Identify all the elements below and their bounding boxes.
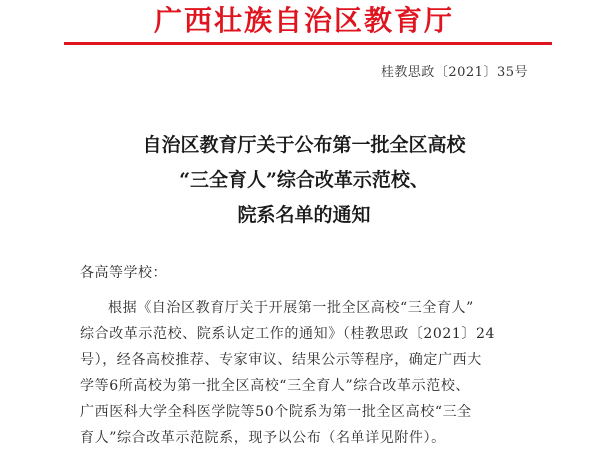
body-line: 育人”综合改革示范院系，现予以公布（名单详见附件）。: [80, 430, 446, 446]
red-header-rule: [64, 42, 552, 45]
title-line: 院系名单的通知: [237, 204, 371, 226]
title-line: “三全育人”综合改革示范校、: [179, 169, 429, 191]
issuer-masthead: 广西壮族自治区教育厅: [153, 4, 454, 37]
title-line: 自治区教育厅关于公布第一批全区高校: [142, 134, 466, 156]
body-line: 根据《自治区教育厅关于开展第一批全区高校“三全育人”: [108, 300, 474, 316]
body-line: 广西医科大学全科医学院等50个院系为第一批全区高校“三全: [80, 404, 472, 420]
document-number: 桂教思政〔2021〕35号: [380, 65, 528, 80]
body-paragraph: [80, 295, 560, 451]
document-title: [0, 128, 608, 233]
body-line: 学等6所高校为第一批全区高校“三全育人”综合改革示范校、: [80, 378, 471, 394]
body-line: 号），经各高校推荐、专家审议、结果公示等程序，确定广西大: [80, 352, 482, 368]
salutation: 各高等学校：: [80, 265, 167, 281]
body-line: 综合改革示范校、院系认定工作的通知》（桂教思政〔2021〕24: [80, 326, 496, 342]
